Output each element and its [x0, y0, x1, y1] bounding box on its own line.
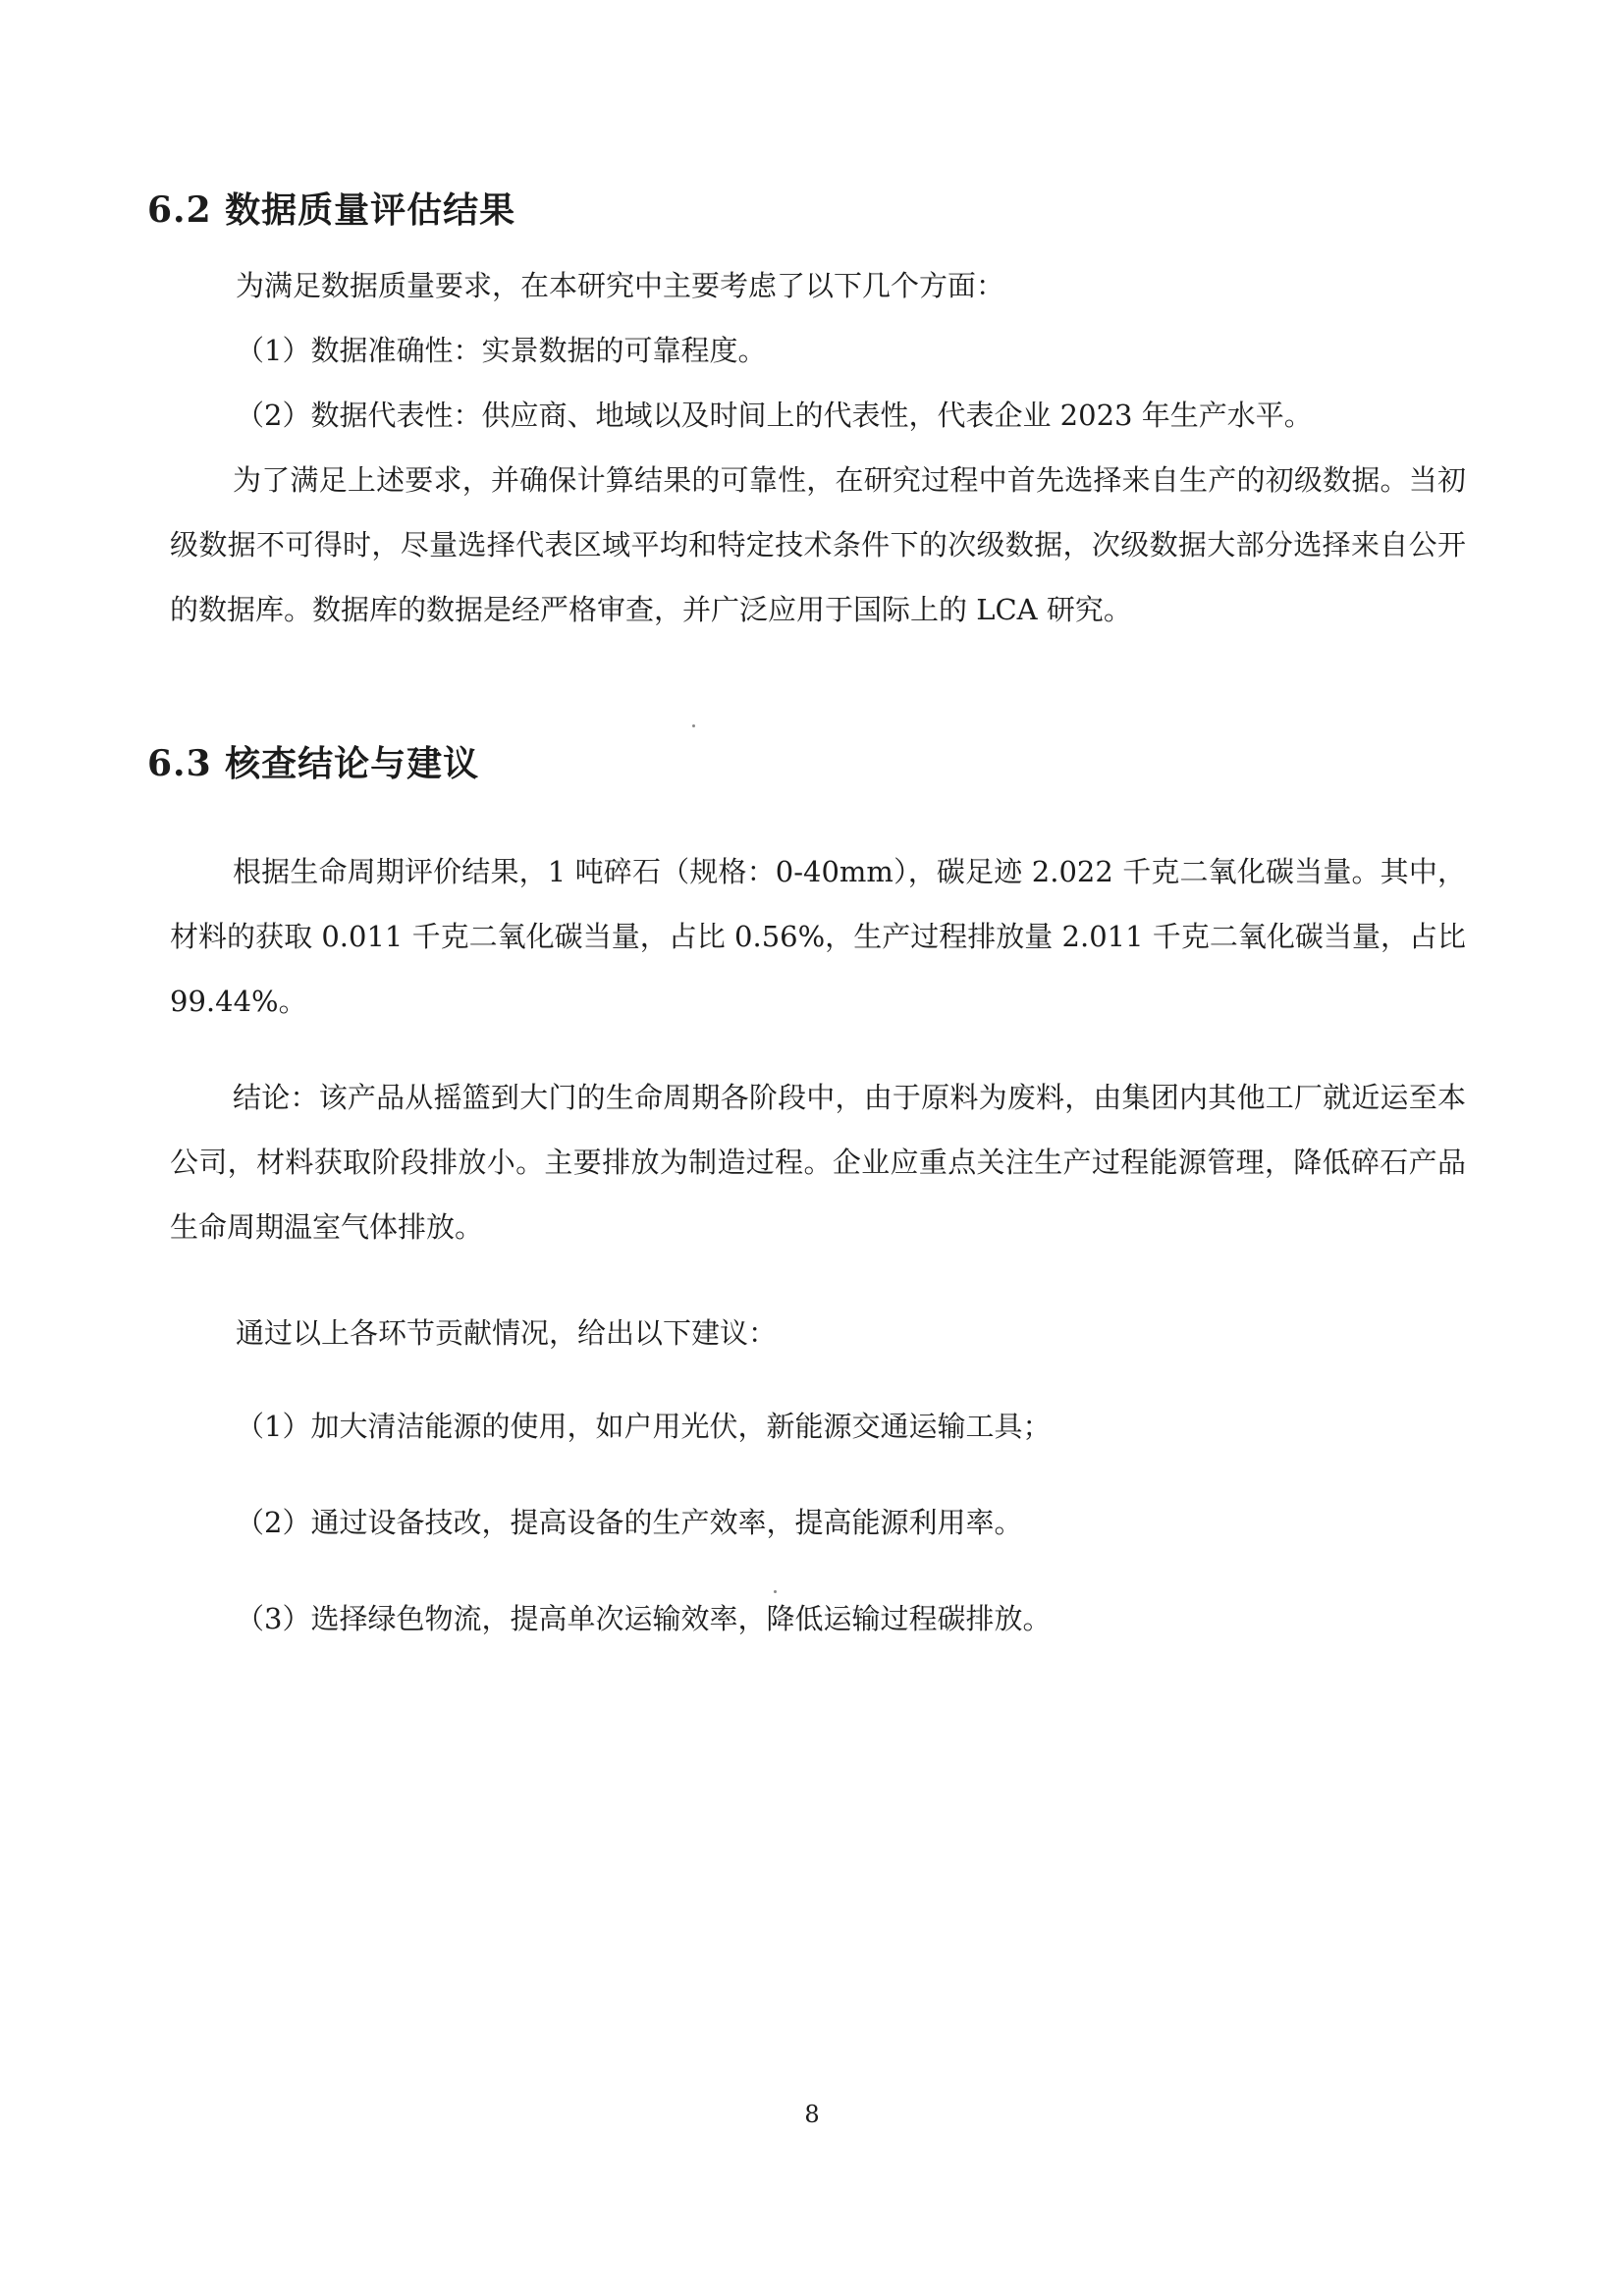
scan-speck [692, 724, 695, 727]
section-6-3-suggest-intro: 通过以上各环节贡献情况，给出以下建议： [236, 1316, 778, 1350]
section-6-2-intro: 为满足数据质量要求，在本研究中主要考虑了以下几个方面： [236, 269, 1005, 302]
section-6-3-conclusion: 结论：该产品从摇篮到大门的生命周期各阶段中，由于原料为废料，由集团内其他工厂就近运至本公司，材料获取阶段排放小。主要排放为制造过程。企业应重点关注生产过程能源管理，降低碎石产品生命周期温室气体排放。 [170, 1081, 1466, 1244]
section-6-2-item-2: （2）数据代表性：供应商、地域以及时间上的代表性，代表企业 2023 年生产水平。 [236, 399, 1313, 432]
page-number: 8 [804, 2101, 820, 2128]
suggestion-item-3: （3）选择绿色物流，提高单次运输效率，降低运输过程碳排放。 [236, 1602, 1052, 1635]
section-heading-6-3: 6.3 核查结论与建议 [147, 743, 480, 784]
scan-speck [774, 1590, 777, 1593]
section-6-2-body: 为了满足上述要求，并确保计算结果的可靠性，在研究过程中首先选择来自生产的初级数据。当初级数据不可得时，尽量选择代表区域平均和特定技术条件下的次级数据，次级数据大部分选择来自公开的数据库。数据库的数据是经严格审查，并广泛应用于国际上的 LCA 研究。 [170, 463, 1466, 626]
section-heading-6-2: 6.2 数据质量评估结果 [147, 189, 516, 231]
section-6-3-result: 根据生命周期评价结果，1 吨碎石（规格：0-40mm），碳足迹 2.022 千克二氧化碳当量。其中，材料的获取 0.011 千克二氧化碳当量，占比 0.56%，生产过程排放量 2.011 千克二氧化碳当量，占比 99.44%。 [170, 855, 1466, 1018]
suggestion-item-2: （2）通过设备技改，提高设备的生产效率，提高能源利用率。 [236, 1506, 1023, 1539]
section-6-2-item-1: （1）数据准确性：实景数据的可靠程度。 [236, 334, 767, 367]
suggestion-item-1: （1）加大清洁能源的使用，如户用光伏，新能源交通运输工具； [236, 1410, 1052, 1443]
